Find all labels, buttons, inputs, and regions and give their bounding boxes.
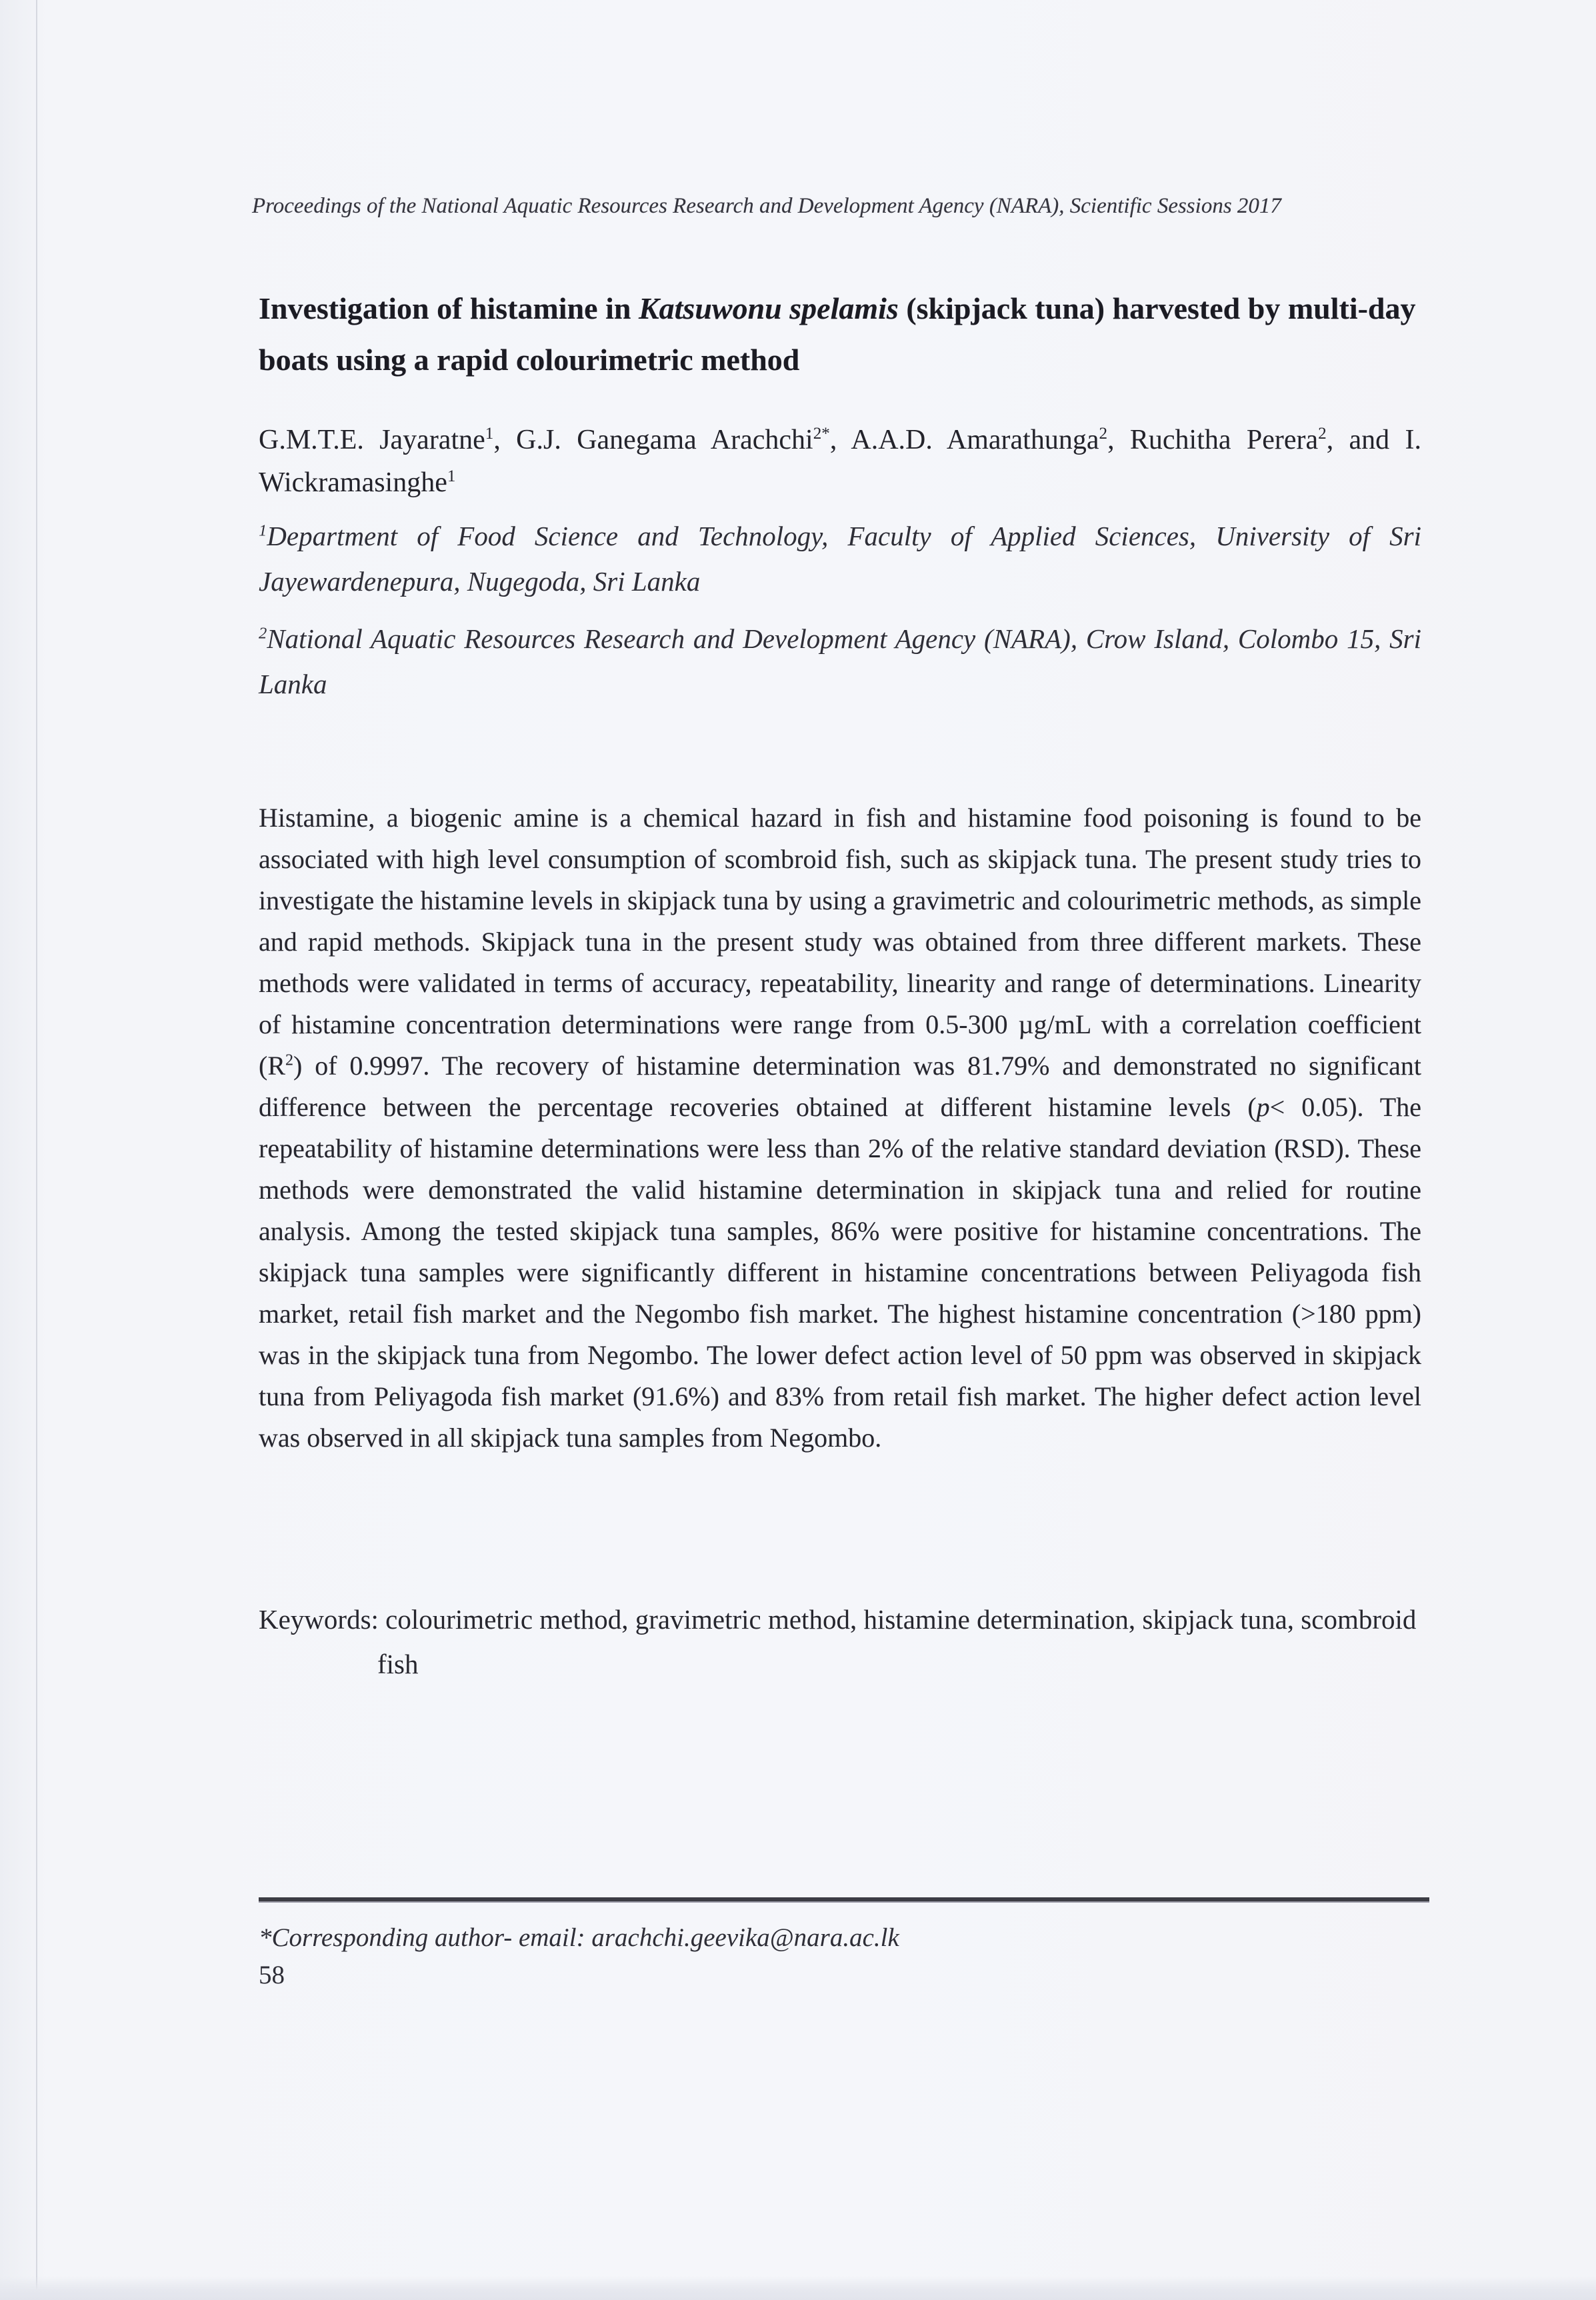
abstract-text: Histamine, a biogenic amine is a chemical hazard in fish and histamine food poisoning is found to be associated with high level consumption of scombroid fish, such as skipjack tuna. The present study tries to investigate the histamine levels in skipjack tuna by using a gravimetric and colourimetric methods, as simple and rapid methods. Skipjack tuna in the present study was obtained from three different markets. These methods were validated in terms of accuracy, repeatability, linearity and range of determinations. Linearity of histamine concentration determinations were range from 0.5-300 µg/mL with a correlation coefficient (R [259,803,1421,1081]
abstract-text: ) of 0.9997. The recovery of histamine determination was 81.79% and demonstrated no significant difference between the percentage recoveries obtained at different histamine levels ( [259,1051,1421,1122]
author-affiliation-mark: 1 [447,467,456,485]
author-affiliation-mark: 2 [1318,425,1327,443]
author-name: G.M.T.E. Jayaratne [259,425,485,455]
author-affiliation-mark: 1 [485,425,494,443]
paper-title [259,283,1421,385]
affiliation-2-mark: 2 [259,624,267,643]
abstract-text: < 0.05). The repeatability of histamine determinations were less than 2% of the relative standard deviation (RSD). These methods were demonstrated the valid histamine determination in skipjack tuna and relied for routine analysis. Among the tested skipjack tuna samples, 86% were positive for histamine concentrations. The skipjack tuna samples were significantly different in histamine concentrations between Peliyagoda fish market, retail fish market and the Negombo fish market. The highest histamine concentration (>180 ppm) was in the skipjack tuna from Negombo. The lower defect action level of 50 ppm was observed in skipjack tuna from Peliyagoda fish market (91.6%) and 83% from retail fish market. The higher defect action level was observed in all skipjack tuna samples from Negombo. [259,1092,1421,1453]
affiliation-1 [259,513,1421,604]
scan-edge-line [36,0,37,2300]
keywords-block [259,1597,1421,1687]
abstract-paragraph [259,797,1421,1459]
authors-line [259,419,1421,504]
species-name: Katsuwonu spelamis [638,291,899,325]
author-affiliation-mark: 2 [1099,425,1108,443]
title-text-pre: Investigation of histamine in [259,291,639,325]
footer-rule [259,1897,1429,1903]
superscript-2: 2 [285,1051,293,1069]
author-affiliation-mark: 2* [813,425,830,443]
affiliation-2 [259,616,1421,707]
correspondence-line: *Corresponding author- email: arachchi.geevika@nara.ac.lk [259,1923,899,1952]
title-text-post: (skipjack tuna) harvested by multi-day boats using a rapid colourimetric method [259,291,1416,377]
keywords-list: colourimetric method, gravimetric method, histamine determination, skipjack tuna, scombroid fish [377,1604,1417,1679]
author-name: , and I. Wickramasinghe [259,425,1421,498]
affiliation-2-text: National Aquatic Resources Research and Development Agency (NARA), Crow Island, Colombo 15, Sri Lanka [259,623,1421,699]
author-name: , A.A.D. Amarathunga [829,425,1099,455]
affiliation-1-mark: 1 [259,521,267,540]
p-value-symbol: p [1256,1092,1270,1122]
author-name: , Ruchitha Perera [1107,425,1319,455]
scan-bottom-shadow [0,2276,1596,2300]
affiliation-1-text: Department of Food Science and Technology, Faculty of Applied Sciences, University of Sri Jayewardenepura, Nugegoda, Sri Lanka [259,521,1421,597]
keywords-label: Keywords: [259,1604,379,1635]
running-header: Proceedings of the National Aquatic Resources Research and Development Agency (NARA), Scientific Sessions 2017 [252,194,1281,218]
page-number: 58 [259,1961,285,1989]
author-name: , G.J. Ganegama Arachchi [493,425,813,455]
